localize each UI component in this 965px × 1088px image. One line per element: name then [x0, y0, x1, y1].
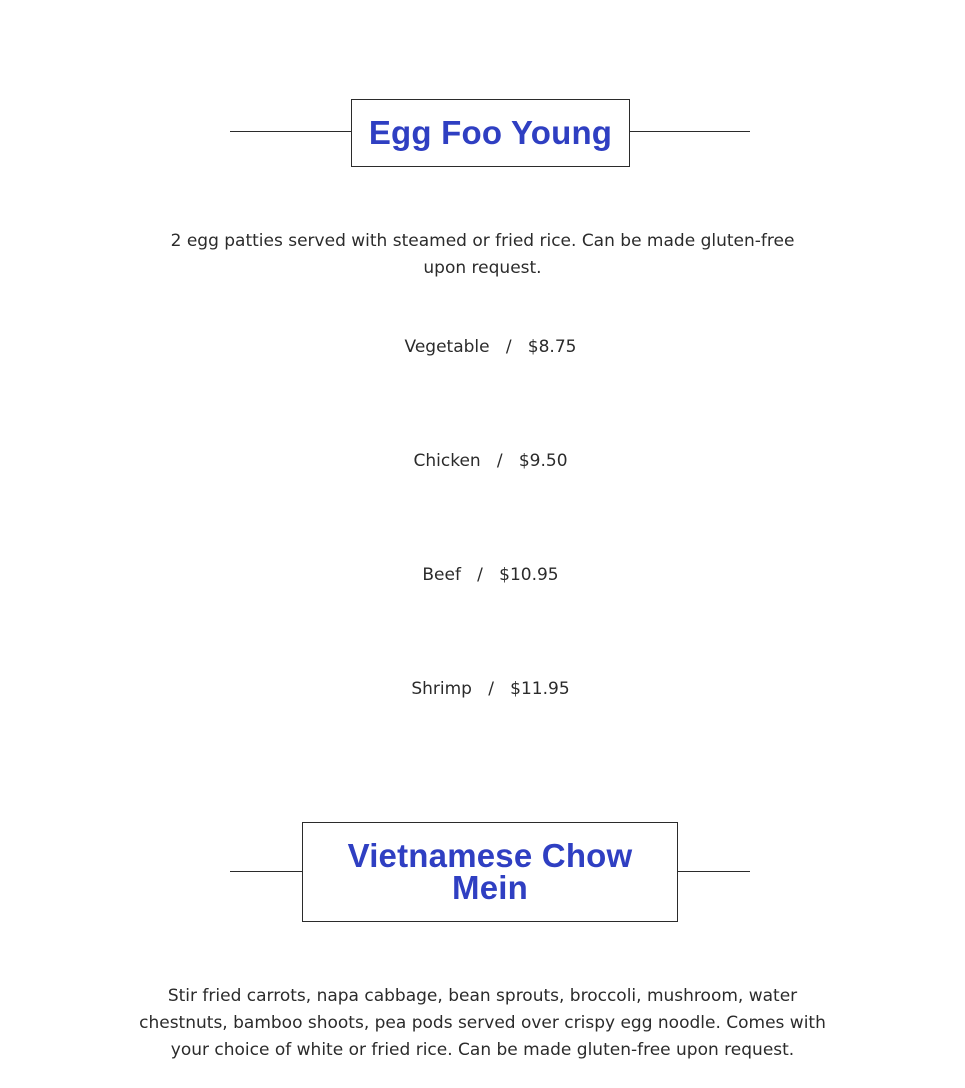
option-price: $10.95 [499, 565, 559, 585]
section-description [0, 983, 965, 1064]
option-price: $9.50 [518, 451, 568, 471]
price-option-row [0, 449, 965, 473]
section-title-box [351, 99, 630, 167]
title-divider-right [677, 871, 750, 872]
option-separator: / [477, 565, 483, 585]
section-title: Egg Foo Young [368, 114, 613, 151]
option-separator: / [505, 337, 512, 357]
section-description [0, 228, 965, 282]
option-separator: / [488, 679, 494, 699]
option-price: $8.75 [527, 337, 577, 357]
price-option-row [0, 563, 965, 587]
option-name: Shrimp [411, 679, 472, 699]
section-title-box [302, 822, 678, 922]
option-price: $11.95 [510, 679, 570, 699]
title-divider-right [629, 131, 750, 132]
price-option-row [0, 335, 965, 359]
option-separator: / [496, 451, 503, 471]
section-description-text: 2 egg patties served with steamed or fried rice. Can be made gluten-free upon request. [170, 231, 795, 278]
section-description-text: Stir fried carrots, napa cabbage, bean sprouts, broccoli, mushroom, water chestnuts, bamboo shoots, pea pods served over crispy egg noodle. Comes with your choice of white or fried rice. Can be made gluten-free upon request. [139, 986, 826, 1060]
title-divider-left [230, 131, 352, 132]
section-title: Vietnamese Chow Mein [347, 837, 633, 906]
title-divider-left [230, 871, 303, 872]
price-option-row [0, 677, 965, 701]
option-name: Vegetable [404, 337, 490, 357]
option-name: Chicken [413, 451, 481, 471]
option-name: Beef [422, 565, 461, 585]
